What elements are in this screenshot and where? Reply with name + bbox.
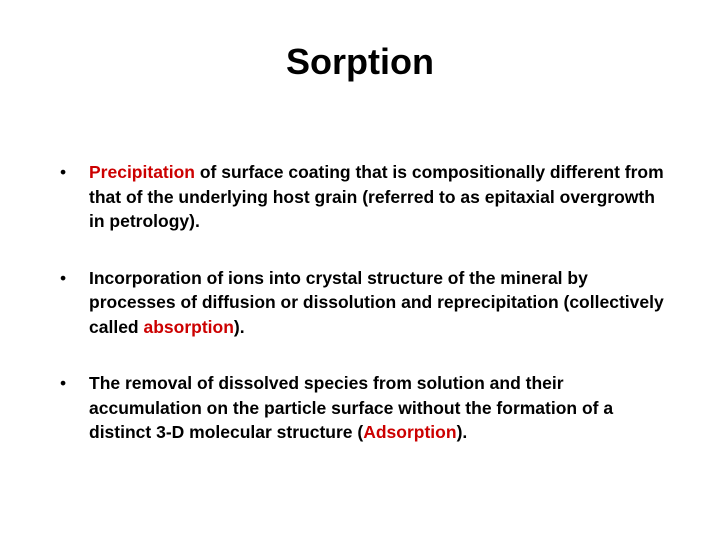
bullet-icon: • (60, 162, 67, 182)
term-absorption: absorption (143, 316, 234, 337)
bullet-icon: • (60, 267, 67, 288)
bullet-text-end: ). (456, 422, 468, 442)
bullet-item-precipitation (58, 160, 668, 234)
bullet-item-absorption (58, 266, 668, 340)
term-precipitation: Precipitation (89, 162, 195, 182)
bullet-text: of surface coating that is compositionally different from that of the underlying host grain (referred to as epitaxial overgrowth in petrology). (89, 162, 664, 231)
term-adsorption: Adsorption (363, 422, 457, 442)
slide-title: Sorption (286, 41, 434, 82)
bullet-item-adsorption (58, 371, 668, 445)
bullet-list (58, 160, 668, 445)
bullet-text: The removal of dissolved species from solution and their accumulation on the particle surface without the formation of a distinct 3-D molecular structure ( (89, 373, 614, 442)
bullet-text-end: ). (233, 316, 245, 337)
bullet-text: Incorporation of ions into crystal structure of the mineral by processes of diffusion or dissolution and reprecipitation (collectively called (89, 267, 664, 337)
bullet-icon: • (60, 373, 67, 393)
